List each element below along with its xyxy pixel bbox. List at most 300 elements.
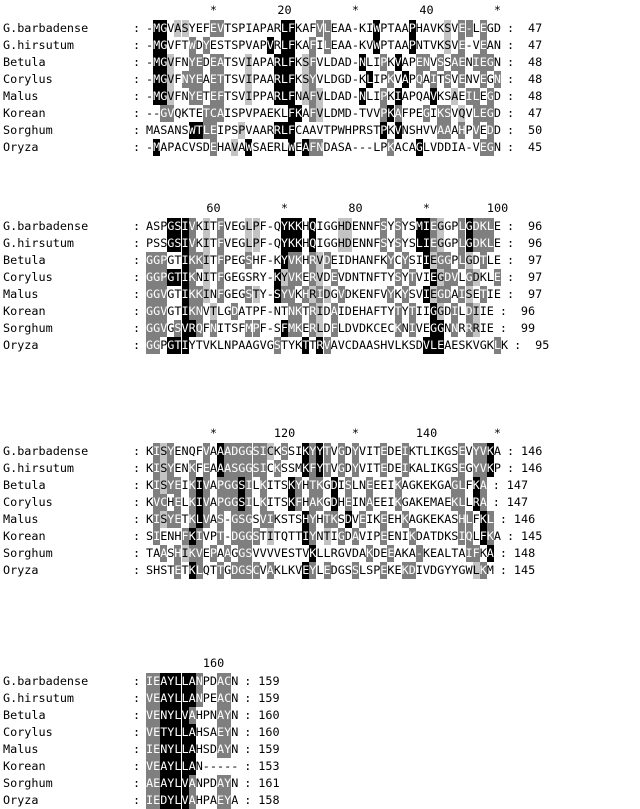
residue: T xyxy=(160,725,168,739)
residue: G xyxy=(266,338,274,352)
separator-colon: : xyxy=(133,793,141,807)
residue: L xyxy=(280,106,288,120)
residue: I xyxy=(337,304,345,318)
residue-count: 153 xyxy=(258,759,280,773)
residue: V xyxy=(160,287,168,301)
residue: V xyxy=(224,219,232,233)
residue: S xyxy=(280,478,288,492)
residue: V xyxy=(202,304,210,318)
species-name: Betula xyxy=(3,253,46,267)
separator-colon: : xyxy=(133,742,141,756)
residue: W xyxy=(373,38,381,52)
residue: Y xyxy=(387,219,395,233)
residue: A xyxy=(188,793,196,807)
residue: N xyxy=(415,38,423,52)
residue: K xyxy=(380,253,388,267)
residue: K xyxy=(394,478,402,492)
residue: E xyxy=(437,338,445,352)
residue: T xyxy=(174,287,182,301)
residue: P xyxy=(408,89,416,103)
residue: Y xyxy=(401,253,409,267)
residue: L xyxy=(323,546,331,560)
residue: C xyxy=(224,674,232,688)
residue: F xyxy=(479,529,487,543)
residue: - xyxy=(266,304,274,318)
species-name: Sorghum xyxy=(3,776,53,790)
residue: Y xyxy=(224,725,232,739)
residue: A xyxy=(224,461,232,475)
residue: L xyxy=(195,563,203,577)
residue: I xyxy=(401,444,409,458)
residue: C xyxy=(266,461,274,475)
residue: L xyxy=(202,123,210,137)
residue: Y xyxy=(280,270,288,284)
residue-count: 146 xyxy=(521,444,543,458)
separator-colon: : xyxy=(133,338,141,352)
residue: L xyxy=(316,546,324,560)
residue: G xyxy=(224,478,232,492)
residue: I xyxy=(465,89,473,103)
residue: V xyxy=(316,55,324,69)
residue: M xyxy=(288,321,296,335)
residue: E xyxy=(351,236,359,250)
alignment-row xyxy=(0,286,640,303)
residue: I xyxy=(422,304,430,318)
residue: K xyxy=(146,461,154,475)
residue: - xyxy=(266,236,274,250)
residue: A xyxy=(160,776,168,790)
residue: Y xyxy=(224,776,232,790)
residue: G xyxy=(245,529,253,543)
residue: - xyxy=(465,140,473,154)
residue: K xyxy=(366,546,374,560)
sequence-residues xyxy=(146,252,501,269)
residue: G xyxy=(437,478,445,492)
residue: A xyxy=(444,512,452,526)
residue: P xyxy=(217,478,225,492)
residue: D xyxy=(323,321,331,335)
residue: K xyxy=(295,287,303,301)
residue: P xyxy=(252,321,260,335)
residue: I xyxy=(295,444,303,458)
residue: E xyxy=(373,495,381,509)
separator-colon: : xyxy=(507,38,515,52)
residue: K xyxy=(359,72,367,86)
sequence-residues xyxy=(146,337,508,354)
residue: T xyxy=(217,72,225,86)
residue: H xyxy=(458,512,466,526)
residue: K xyxy=(387,563,395,577)
residue: I xyxy=(415,253,423,267)
residue: S xyxy=(217,38,225,52)
residue: F xyxy=(217,287,225,301)
residue: Y xyxy=(188,338,196,352)
residue: Y xyxy=(167,444,175,458)
residue: V xyxy=(422,563,430,577)
residue: A xyxy=(330,140,338,154)
residue: D xyxy=(493,89,501,103)
species-name: G.hirsutum xyxy=(3,38,75,52)
residue: N xyxy=(316,140,324,154)
residue: S xyxy=(252,140,260,154)
residue: F xyxy=(259,236,267,250)
residue: Q xyxy=(458,106,466,120)
residue: L xyxy=(174,725,182,739)
residue: A xyxy=(160,546,168,560)
residue: G xyxy=(437,236,445,250)
residue: D xyxy=(344,444,352,458)
residue: Q xyxy=(202,563,210,577)
alignment-row xyxy=(0,235,640,252)
residue: F xyxy=(373,287,381,301)
residue: S xyxy=(160,123,168,137)
residue: N xyxy=(366,236,374,250)
residue: V xyxy=(266,546,274,560)
residue: E xyxy=(302,563,310,577)
residue: G xyxy=(167,236,175,250)
residue: K xyxy=(288,478,296,492)
residue: Y xyxy=(387,253,395,267)
residue: V xyxy=(451,106,459,120)
residue: P xyxy=(408,21,416,35)
residue: D xyxy=(344,529,352,543)
residue: T xyxy=(323,444,331,458)
alignment-row xyxy=(0,337,640,354)
separator-colon: : xyxy=(133,776,141,790)
residue: G xyxy=(465,219,473,233)
residue: E xyxy=(430,236,438,250)
alignment-row xyxy=(0,545,640,562)
residue: K xyxy=(195,219,203,233)
residue: R xyxy=(273,123,281,137)
alignment-row xyxy=(0,303,640,320)
residue: V xyxy=(188,236,196,250)
residue: K xyxy=(195,253,203,267)
separator-colon: : xyxy=(133,72,141,86)
residue: I xyxy=(153,512,161,526)
residue: L xyxy=(458,304,466,318)
residue: E xyxy=(380,495,388,509)
residue: T xyxy=(288,529,296,543)
residue: P xyxy=(202,674,210,688)
residue: I xyxy=(266,512,274,526)
residue: K xyxy=(295,21,303,35)
residue: D xyxy=(472,253,480,267)
residue: A xyxy=(266,563,274,577)
residue: K xyxy=(188,478,196,492)
residue: G xyxy=(437,563,445,577)
residue: - xyxy=(146,38,154,52)
residue: P xyxy=(259,89,267,103)
residue: T xyxy=(323,529,331,543)
residue: K xyxy=(387,89,395,103)
residue: E xyxy=(153,759,161,773)
residue: D xyxy=(323,270,331,284)
residue: S xyxy=(302,72,310,86)
residue: N xyxy=(493,140,501,154)
residue: A xyxy=(408,546,416,560)
residue: - xyxy=(266,270,274,284)
residue: V xyxy=(167,72,175,86)
residue: T xyxy=(288,512,296,526)
residue: K xyxy=(437,21,445,35)
sequence-residues xyxy=(146,562,494,579)
residue: I xyxy=(316,38,324,52)
residue: V xyxy=(202,478,210,492)
residue: K xyxy=(181,106,189,120)
residue: S xyxy=(394,270,402,284)
residue: N xyxy=(366,253,374,267)
residue: W xyxy=(288,140,296,154)
residue: S xyxy=(160,444,168,458)
sequence-residues xyxy=(146,443,501,460)
residue: E xyxy=(344,495,352,509)
residue: H xyxy=(195,793,203,807)
residue: A xyxy=(394,140,402,154)
residue: A xyxy=(259,123,267,137)
residue: I xyxy=(266,529,274,543)
residue: V xyxy=(394,123,402,137)
residue: D xyxy=(344,270,352,284)
residue: A xyxy=(259,140,267,154)
sequence-residues xyxy=(146,286,501,303)
residue: H xyxy=(252,253,260,267)
residue: Y xyxy=(224,708,232,722)
residue-count: 50 xyxy=(528,123,543,137)
residue: L xyxy=(444,546,452,560)
residue: F xyxy=(202,321,210,335)
residue: K xyxy=(401,546,409,560)
residue: C xyxy=(387,321,395,335)
residue: P xyxy=(160,253,168,267)
residue: N xyxy=(167,529,175,543)
residue: T xyxy=(259,529,267,543)
species-name: Betula xyxy=(3,55,46,69)
residue: K xyxy=(188,253,196,267)
residue: R xyxy=(309,287,317,301)
residue: F xyxy=(472,512,480,526)
residue: A xyxy=(309,495,317,509)
residue: T xyxy=(174,304,182,318)
residue: K xyxy=(401,338,409,352)
residue: S xyxy=(245,253,253,267)
residue: Y xyxy=(472,461,480,475)
residue: V xyxy=(330,461,338,475)
residue: V xyxy=(202,444,210,458)
residue: G xyxy=(160,72,168,86)
residue: Y xyxy=(280,219,288,233)
residue: N xyxy=(366,270,374,284)
residue: K xyxy=(288,219,296,233)
residue: V xyxy=(181,793,189,807)
residue: P xyxy=(259,38,267,52)
residue: G xyxy=(415,140,423,154)
residue: E xyxy=(422,495,430,509)
residue: E xyxy=(153,742,161,756)
residue: H xyxy=(195,725,203,739)
residue: L xyxy=(323,89,331,103)
residue: E xyxy=(209,140,217,154)
residue: T xyxy=(202,89,210,103)
separator-colon: : xyxy=(507,270,515,284)
residue: T xyxy=(224,38,232,52)
residue: D xyxy=(472,236,480,250)
sequence-residues xyxy=(146,20,501,37)
sequence-residues xyxy=(146,673,238,690)
residue: S xyxy=(231,55,239,69)
residue: E xyxy=(209,38,217,52)
residue: Y xyxy=(188,55,196,69)
residue: L xyxy=(458,478,466,492)
residue: E xyxy=(174,512,182,526)
residue: I xyxy=(458,529,466,543)
residue: V xyxy=(259,546,267,560)
separator-colon: : xyxy=(499,321,507,335)
residue: F xyxy=(295,495,303,509)
residue: Y xyxy=(309,512,317,526)
position-ruler xyxy=(0,2,640,19)
residue: K xyxy=(273,253,281,267)
residue: A xyxy=(259,72,267,86)
residue: S xyxy=(174,219,182,233)
residue: V xyxy=(330,444,338,458)
residue: D xyxy=(344,89,352,103)
residue: A xyxy=(238,140,246,154)
residue: Y xyxy=(280,287,288,301)
residue: K xyxy=(387,72,395,86)
residue: E xyxy=(380,461,388,475)
residue: T xyxy=(302,304,310,318)
residue: W xyxy=(465,563,473,577)
residue: G xyxy=(486,140,494,154)
residue: E xyxy=(458,444,466,458)
residue: S xyxy=(280,512,288,526)
residue: F xyxy=(259,253,267,267)
residue: E xyxy=(373,478,381,492)
residue: E xyxy=(479,106,487,120)
residue: A xyxy=(217,691,225,705)
separator-colon: : xyxy=(507,89,515,103)
residue: E xyxy=(458,38,466,52)
residue: Y xyxy=(316,444,324,458)
residue: E xyxy=(458,461,466,475)
residue: A xyxy=(160,691,168,705)
residue: G xyxy=(238,444,246,458)
residue: N xyxy=(359,89,367,103)
residue: V xyxy=(188,219,196,233)
residue: S xyxy=(366,123,374,137)
residue: S xyxy=(252,461,260,475)
residue: N xyxy=(493,72,501,86)
residue: G xyxy=(444,253,452,267)
ruler-position-label: 140 xyxy=(415,426,438,440)
residue: K xyxy=(479,236,487,250)
residue: A xyxy=(266,55,274,69)
residue: A xyxy=(437,495,445,509)
residue: K xyxy=(437,38,445,52)
residue: G xyxy=(465,253,473,267)
residue: P xyxy=(252,72,260,86)
residue: D xyxy=(444,304,452,318)
separator-colon: : xyxy=(133,38,141,52)
residue: I xyxy=(181,304,189,318)
position-ruler xyxy=(0,655,640,672)
residue: S xyxy=(373,338,381,352)
residue: N xyxy=(359,55,367,69)
residue: S xyxy=(295,512,303,526)
residue: L xyxy=(181,495,189,509)
residue: E xyxy=(209,55,217,69)
residue: S xyxy=(252,512,260,526)
residue: E xyxy=(209,123,217,137)
residue: E xyxy=(479,55,487,69)
residue: V xyxy=(415,270,423,284)
separator-colon: : xyxy=(133,708,141,722)
residue: N xyxy=(451,321,459,335)
residue: I xyxy=(408,321,416,335)
residue: L xyxy=(430,338,438,352)
residue: V xyxy=(202,338,210,352)
residue: G xyxy=(479,338,487,352)
residue: T xyxy=(373,444,381,458)
residue: - xyxy=(351,106,359,120)
residue: A xyxy=(337,38,345,52)
residue: N xyxy=(231,776,239,790)
residue: K xyxy=(401,563,409,577)
residue: Y xyxy=(351,461,359,475)
residue: I xyxy=(366,512,374,526)
residue: L xyxy=(373,140,381,154)
residue: S xyxy=(231,89,239,103)
residue: A xyxy=(160,759,168,773)
residue: L xyxy=(458,236,466,250)
residue: L xyxy=(174,759,182,773)
residue: I xyxy=(195,478,203,492)
sequence-residues xyxy=(146,724,238,741)
residue: F xyxy=(195,444,203,458)
residue: S xyxy=(444,38,452,52)
residue: I xyxy=(373,89,381,103)
residue: H xyxy=(337,495,345,509)
residue: V xyxy=(259,338,267,352)
residue: L xyxy=(280,140,288,154)
residue: N xyxy=(366,287,374,301)
residue: Q xyxy=(415,89,423,103)
residue: A xyxy=(188,725,196,739)
residue: F xyxy=(472,546,480,560)
residue: H xyxy=(174,546,182,560)
residue: E xyxy=(458,72,466,86)
residue: N xyxy=(394,529,402,543)
residue: D xyxy=(209,674,217,688)
residue: R xyxy=(316,338,324,352)
residue: D xyxy=(344,253,352,267)
residue: P xyxy=(408,72,416,86)
residue: Y xyxy=(444,563,452,577)
residue: D xyxy=(444,287,452,301)
residue: S xyxy=(160,478,168,492)
residue: R xyxy=(252,270,260,284)
residue: R xyxy=(309,253,317,267)
residue: K xyxy=(259,478,267,492)
alignment-row xyxy=(0,758,640,775)
residue: G xyxy=(153,287,161,301)
residue: E xyxy=(472,287,480,301)
residue: E xyxy=(359,512,367,526)
separator-colon: : xyxy=(133,21,141,35)
residue: A xyxy=(422,529,430,543)
residue: V xyxy=(415,287,423,301)
